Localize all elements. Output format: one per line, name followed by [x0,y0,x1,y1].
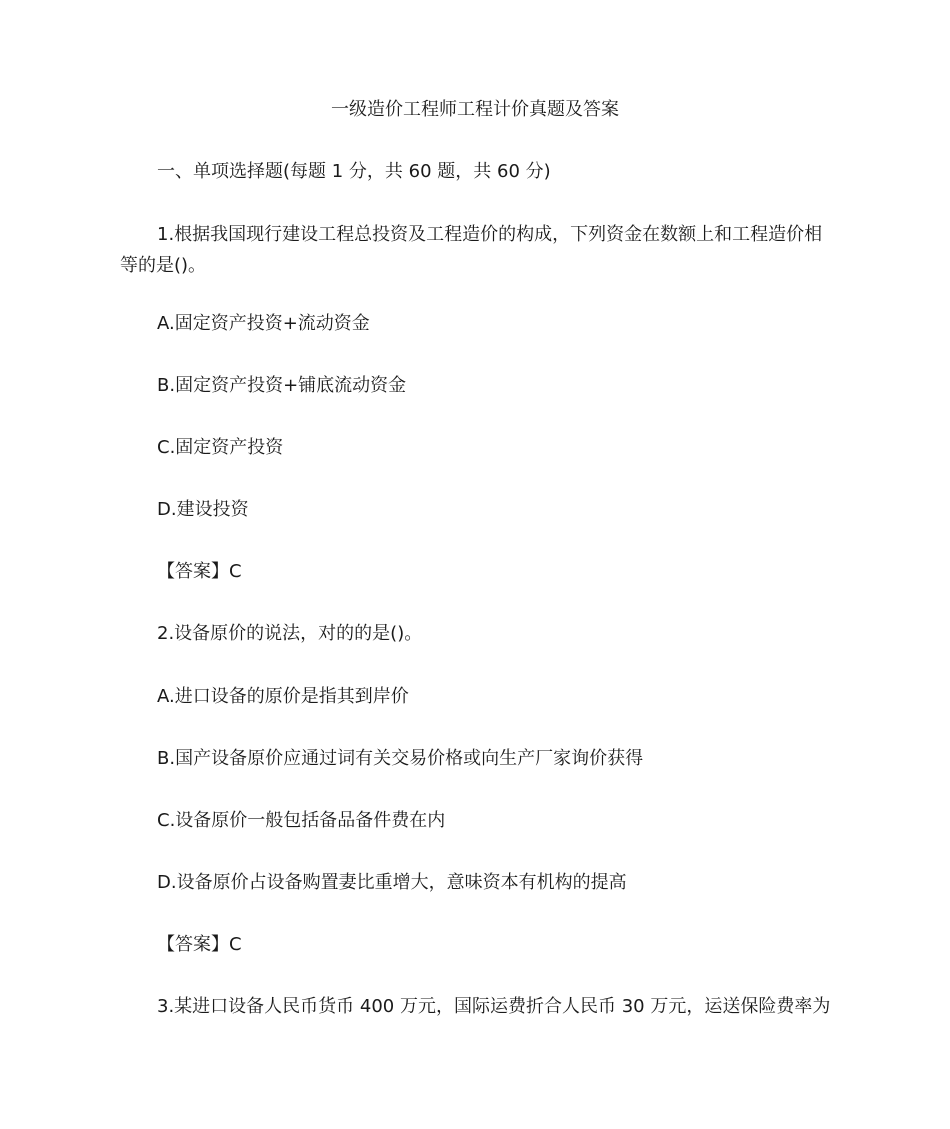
question-3-text: 3.某进口设备人民币货币 400 万元，国际运费折合人民币 30 万元，运送保险费率为 [157,996,831,1017]
question-2-option-c: C.设备原价一般包括备品备件费在内 [157,810,446,831]
document-title: 一级造价工程师工程计价真题及答案 [331,99,619,120]
section-heading: 一、单项选择题(每题 1 分，共 60 题，共 60 分) [157,161,551,182]
question-2-option-d: D.设备原价占设备购置妻比重增大，意味资本有机构的提高 [157,872,627,893]
question-2-option-b: B.国产设备原价应通过词有关交易价格或向生产厂家询价获得 [157,748,644,769]
question-1-option-a: A.固定资产投资+流动资金 [157,313,370,334]
question-2-option-a: A.进口设备的原价是指其到岸价 [157,686,409,707]
question-1-answer: 【答案】C [157,561,242,582]
question-2-answer: 【答案】C [157,934,242,955]
question-1-text: 1.根据我国现行建设工程总投资及工程造价的构成，下列资金在数额上和工程造价相等的是()。 [120,224,823,276]
question-2-text: 2.设备原价的说法，对的的是()。 [157,623,423,644]
question-1-option-d: D.建设投资 [157,499,249,520]
question-1-option-b: B.固定资产投资+铺底流动资金 [157,375,407,396]
question-1-option-c: C.固定资产投资 [157,437,284,458]
